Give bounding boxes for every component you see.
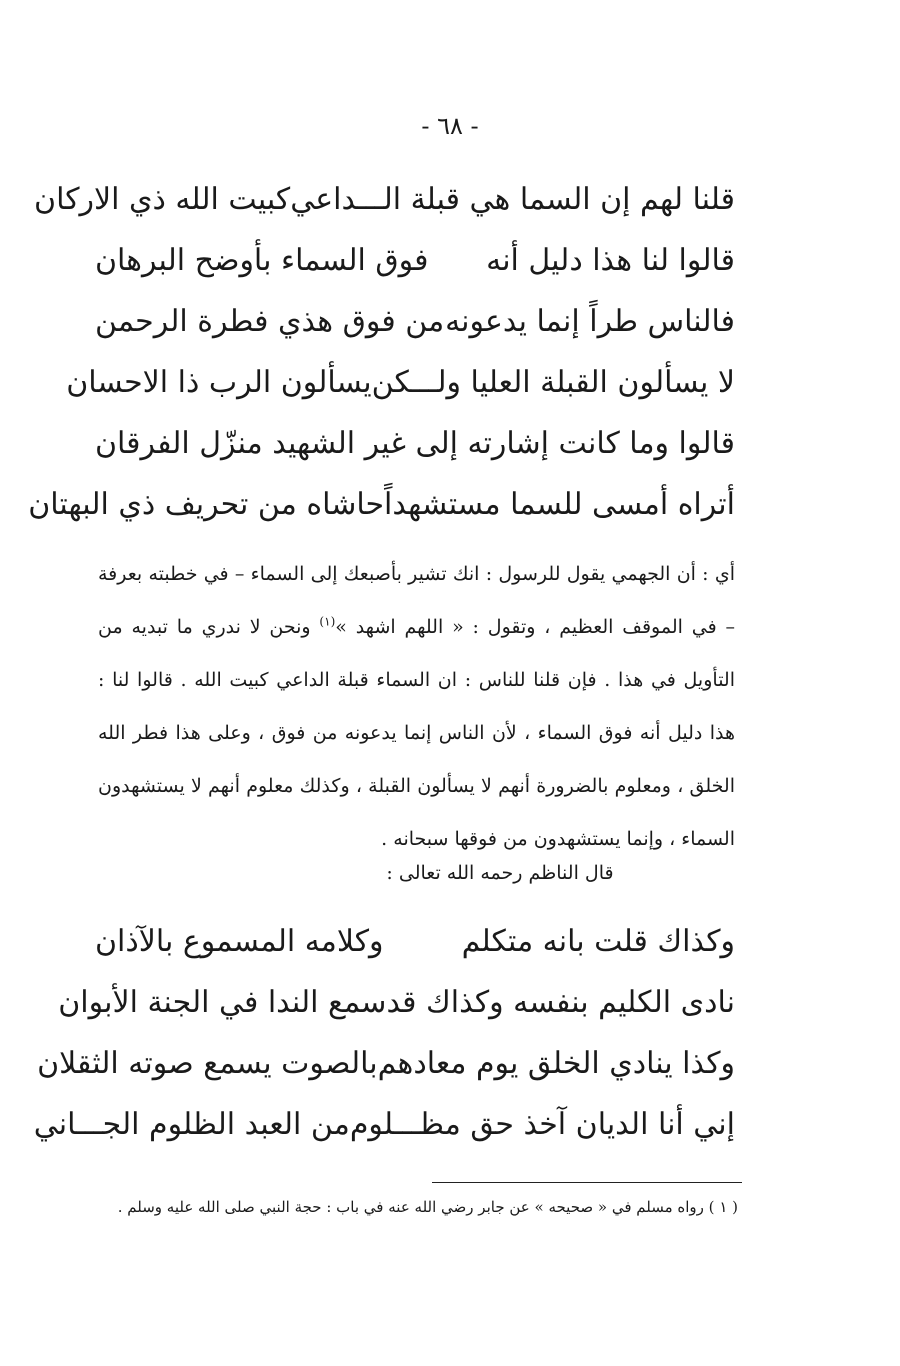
verse-first-hemistich: نادى الكليم بنفسه وكذاك قد xyxy=(386,985,735,1020)
verse-first-hemistich: وكذا ينادي الخلق يوم معادهم xyxy=(377,1046,735,1081)
verse-second-hemistich: من العبد الظلوم الجـــاني xyxy=(33,1107,350,1142)
verse-line xyxy=(58,985,735,1046)
verse-second-hemistich: غير الشهيد منزّل الفرقان xyxy=(95,426,406,461)
verse-line xyxy=(66,365,735,426)
poet-note-text: قال الناظم رحمه الله تعالى : xyxy=(386,862,614,884)
commentary-text xyxy=(98,548,735,866)
poet-note xyxy=(0,862,900,884)
footnote-reference: (١) xyxy=(319,614,336,629)
verse-first-hemistich: قالوا وما كانت إشارته إلى xyxy=(415,426,735,461)
verse-second-hemistich: كبيت الله ذي الاركان xyxy=(34,182,291,217)
verse-first-hemistich: إني أنا الديان آخذ حق مظـــلوم xyxy=(349,1107,735,1142)
verse-line xyxy=(37,1046,735,1107)
verse-second-hemistich: سمع الندا في الجنة الأبوان xyxy=(58,985,387,1020)
verse-line xyxy=(95,304,735,365)
verse-block-1 xyxy=(28,182,735,548)
page-number: - ٦٨ - xyxy=(421,112,479,140)
verse-first-hemistich: قالوا لنا هذا دليل أنه xyxy=(486,243,735,278)
verse-block-2 xyxy=(33,924,735,1168)
verse-first-hemistich: فالناس طراً إنما يدعونه xyxy=(445,304,735,339)
verse-first-hemistich: أتراه أمسى للسما مستشهداً xyxy=(384,487,735,522)
verse-second-hemistich: بالصوت يسمع صوته الثقلان xyxy=(37,1046,378,1081)
verse-second-hemistich: فوق السماء بأوضح البرهان xyxy=(95,243,429,278)
verse-second-hemistich: يسألون الرب ذا الاحسان xyxy=(66,365,372,400)
verse-second-hemistich: حاشاه من تحريف ذي البهتان xyxy=(28,487,385,522)
verse-first-hemistich: لا يسألون القبلة العليا ولـــكن xyxy=(371,365,735,400)
commentary-text-b: ونحن لا ندري ما تبديه من التأويل في هذا . فإن قلنا للناس : ان السماء قبلة الداعي كبيت الله . قالوا لنا : هذا دليل أنه فوق السماء ، لأن الناس إنما يدعونه من فوق ، وعلى هذا فطر الله الخلق ، ومعلوم بالضرورة أنهم لا يسألون القبلة ، وكذلك معلوم أنهم لا يستشهدون السماء ، وإنما يستشهدون من فوقها سبحانه . xyxy=(98,616,735,850)
commentary-text-a: أي : أن الجهمي يقول للرسول : انك تشير بأصبعك إلى السماء – في خطبته بعرفة – في الموقف العظيم ، وتقول : « اللهم اشهد » xyxy=(98,563,735,638)
verse-second-hemistich: وكلامه المسموع بالآذان xyxy=(95,924,384,959)
verse-line xyxy=(28,487,735,548)
footnote-divider xyxy=(432,1182,742,1183)
verse-line xyxy=(34,182,735,243)
footnote: ( ١ ) رواه مسلم في « صحيحه » عن جابر رضي الله عنه في باب : حجة النبي صلى الله عليه وسلم . xyxy=(117,1198,738,1216)
verse-first-hemistich: قلنا لهم إن السما هي قبلة الـــداعي xyxy=(290,182,735,217)
verse-first-hemistich: وكذاك قلت بانه متكلم xyxy=(461,924,735,959)
verse-line xyxy=(95,243,735,304)
verse-second-hemistich: من فوق هذي فطرة الرحمن xyxy=(95,304,445,339)
verse-line xyxy=(33,1107,735,1168)
verse-line xyxy=(95,924,735,985)
verse-line xyxy=(95,426,735,487)
commentary-paragraph xyxy=(98,548,735,866)
